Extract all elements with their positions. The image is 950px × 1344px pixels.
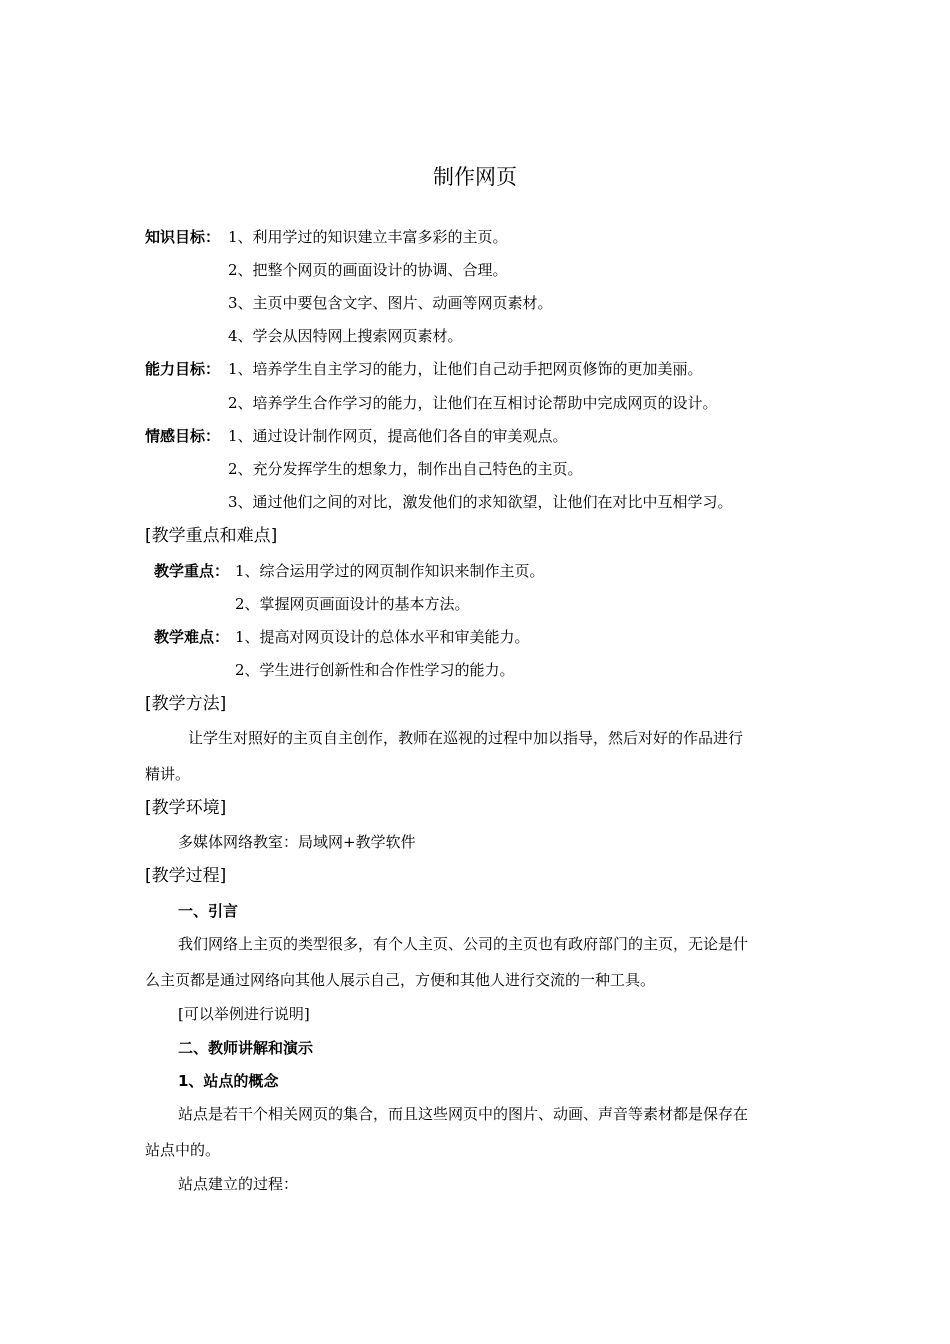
method-paragraph-line: 让学生对照好的主页自主创作，教师在巡视的过程中加以指导，然后对好的作品进行 [188, 729, 744, 747]
method-paragraph-line: 精讲。 [145, 765, 191, 783]
section-heading-method: [教学方法] [145, 694, 227, 714]
site-paragraph-line: 站点是若干个相关网页的集合，而且这些网页中的图片、动画、声音等素材都是保存在 [178, 1105, 749, 1123]
emotion-goal-item: 1、通过设计制作网页，提高他们各自的审美观点。 [228, 427, 568, 445]
site-paragraph-line: 站点中的。 [145, 1141, 221, 1159]
difficult-point-item: 2、学生进行创新性和合作性学习的能力。 [235, 661, 515, 679]
intro-paragraph-line: 么主页都是通过网络向其他人展示自己，方便和其他人进行交流的一种工具。 [145, 971, 656, 989]
example-note: [可以举例进行说明] [178, 1005, 310, 1023]
knowledge-goal-label: 知识目标： [145, 228, 221, 246]
site-process-text: 站点建立的过程： [178, 1175, 299, 1193]
emotion-goal-label: 情感目标： [145, 427, 221, 445]
intro-heading: 一、引言 [178, 902, 239, 920]
emotion-goal-item: 2、充分发挥学生的想象力，制作出自己特色的主页。 [228, 460, 583, 478]
demo-heading: 二、教师讲解和演示 [178, 1039, 314, 1057]
document-title: 制作网页 [433, 165, 517, 189]
section-heading-environment: [教学环境] [145, 798, 227, 818]
difficult-point-item: 1、提高对网页设计的总体水平和审美能力。 [235, 628, 530, 646]
key-point-item: 1、综合运用学过的网页制作知识来制作主页。 [235, 562, 545, 580]
emotion-goal-item: 3、通过他们之间的对比，激发他们的求知欲望，让他们在对比中互相学习。 [228, 493, 733, 511]
key-point-label: 教学重点： [154, 562, 230, 580]
section-heading-process: [教学过程] [145, 866, 227, 886]
section-heading-focus: [教学重点和难点] [145, 526, 278, 546]
knowledge-goal-item: 3、主页中要包含文字、图片、动画等网页素材。 [228, 294, 553, 312]
knowledge-goal-item: 1、利用学过的知识建立丰富多彩的主页。 [228, 228, 508, 246]
knowledge-goal-item: 2、把整个网页的画面设计的协调、合理。 [228, 261, 508, 279]
intro-paragraph-line: 我们网络上主页的类型很多，有个人主页、公司的主页也有政府部门的主页，无论是什 [178, 935, 749, 953]
environment-text: 多媒体网络教室：局域网+教学软件 [178, 833, 416, 851]
ability-goal-label: 能力目标： [145, 360, 221, 378]
ability-goal-item: 2、培养学生合作学习的能力，让他们在互相讨论帮助中完成网页的设计。 [228, 394, 718, 412]
difficult-point-label: 教学难点： [154, 628, 230, 646]
key-point-item: 2、掌握网页画面设计的基本方法。 [235, 595, 470, 613]
knowledge-goal-item: 4、学会从因特网上搜索网页素材。 [228, 327, 463, 345]
ability-goal-item: 1、培养学生自主学习的能力，让他们自己动手把网页修饰的更加美丽。 [228, 360, 703, 378]
site-concept-heading: 1、站点的概念 [178, 1072, 279, 1090]
